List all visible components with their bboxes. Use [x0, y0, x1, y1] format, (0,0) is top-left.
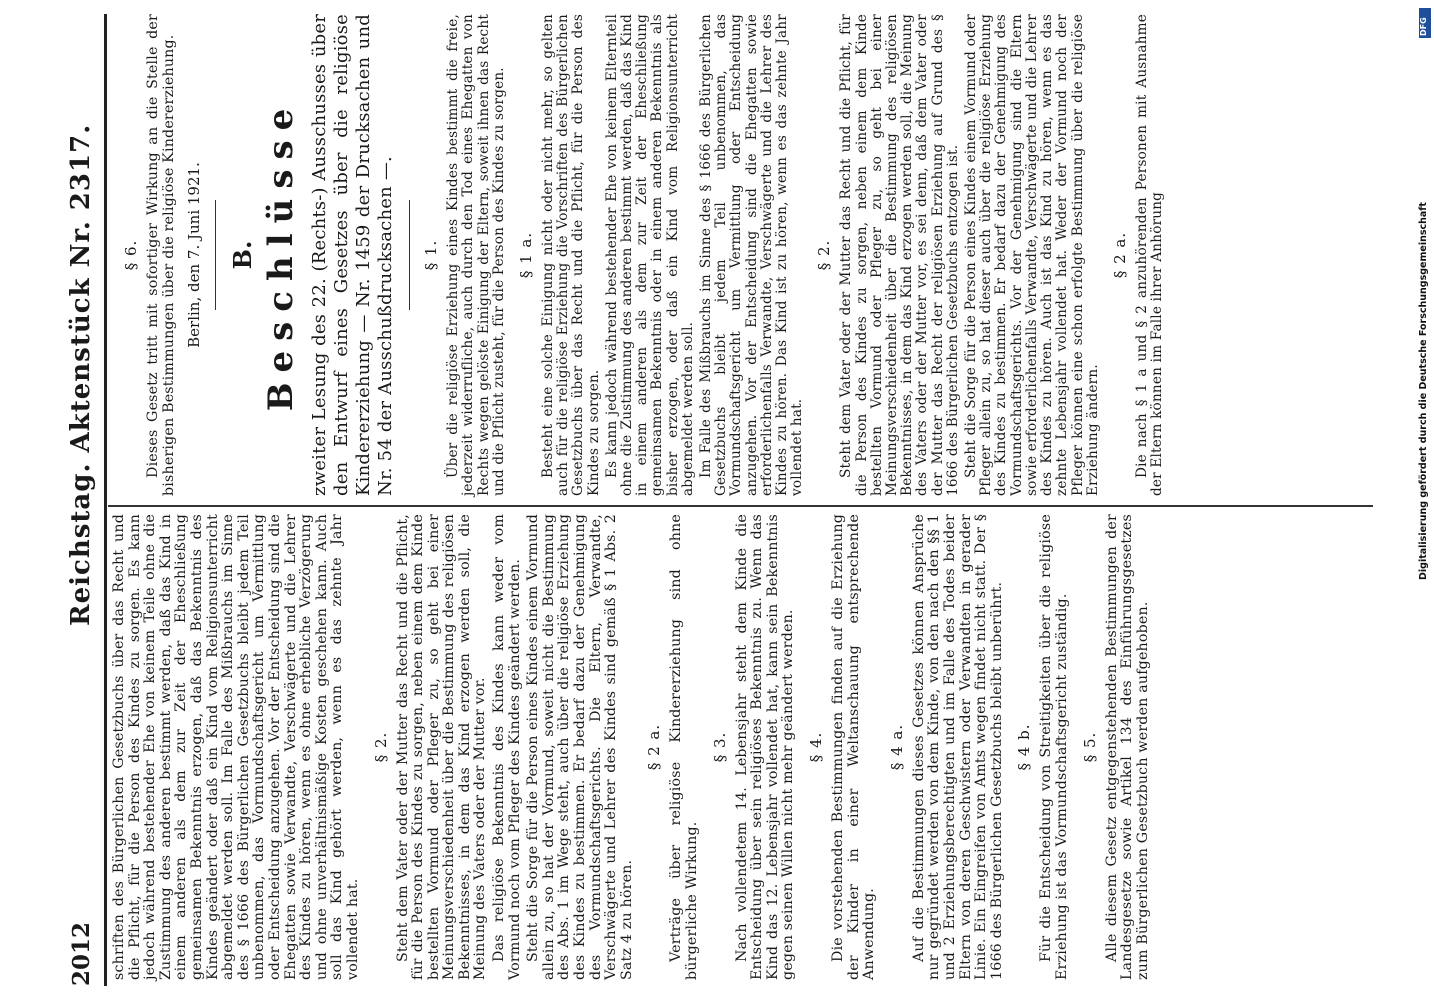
section-heading: § 2. [371, 731, 390, 763]
paragraph: Steht die Sorge für die Person eines Kindes einem Vormund allein zu, so hat der Vormund, soweit nicht die Bestimmung des Abs. 1 im Wege steht, auch über die religiöse Erziehung des Kindes zu bestimmen. Er bedarf dazu der Genehmigung des Vormundschaftsgerichts. Die Eltern, Verwandte, Verschwägerte und Lehrer des Kindes sind gemäß § 1 Abs. 2 Satz 4 zu hören. [525, 514, 635, 980]
section-heading: § 6. [122, 239, 140, 271]
intro-paragraph: zweiter Lesung des 22. (Rechts-) Ausschusses über den Entwurf eines Gesetzes über die religiöse Kindererziehung — Nr. 1459 der Drucksachen und Nr. 54 der Ausschußdrucksachen —. [309, 14, 397, 496]
section-heading: § 3. [710, 731, 729, 763]
paragraph: Besteht eine solche Einigung nicht oder nicht mehr, so gelten auch für die religiöse Erziehung die Vorschriften des Bürgerlichen Gesetzbuchs über das Recht und die Pflicht, für die Person des Kindes zu sorgen. [540, 14, 602, 496]
paragraph: Alle diesem Gesetz entgegenstehenden Bestimmungen der Landesgesetze sowie Artikel 134 des Einführungsgesetzes zum Bürgerlichen Gesetzbuch werden aufgehoben. [1103, 514, 1151, 980]
section-heading: § 4 a. [887, 723, 906, 771]
paragraph: Für die Entscheidung von Streitigkeiten über die religiöse Erziehung ist das Vormundschaftsgericht zuständig. [1038, 514, 1070, 980]
paragraph: Im Falle des Mißbrauchs im Sinne des § 1666 des Bürgerlichen Gesetzbuchs bleibt jedem Teil unbenommen, das Vormundschaftsgericht um Vermittlung oder Entscheidung anzugehen. Vor der Entscheidung sind die Ehegatten sowie erforderlichenfalls Verwandte, Verschwägerte und die Lehrer des Kindes zu hören. Das Kind ist zu hören, wenn es das zehnte Jahr vollendet hat. [698, 14, 806, 496]
paragraph: Die nach § 1 a und § 2 anzuhörenden Personen mit Ausnahme der Eltern können im Falle ihrer Anhörung [1133, 14, 1166, 496]
section-heading: § 5. [1080, 731, 1099, 763]
margin-note-text: Digitalisierung gefördert durch die Deutsche Forschungsgemeinschaft [1418, 202, 1429, 580]
paragraph: Auf die Bestimmungen dieses Gesetzes können Ansprüche nur gegründet werden von dem Kinde, von den nach den §§ 1 und 2 Erziehungsberechtigten und im Falle des Todes beider Eltern von deren Geschwistern oder Verwandten in gerader Linie. Ein Eingreifen von Amts wegen findet nicht statt. Der § 1666 des Bürgerlichen Gesetzbuchs bleibt unberührt. [910, 514, 1005, 980]
paragraph: Steht die Sorge für die Person eines Kindes einem Vormund oder Pfleger allein zu, so hat dieser auch über die religiöse Erziehung des Kindes zu bestimmen. Er bedarf dazu der Genehmigung des Vormundschaftsgerichts. Vor der Genehmigung sind die Eltern sowie erforderlichenfalls Verwandte, Verschwägerte und die Lehrer des Kindes zu hören. Auch ist das Kind zu hören, wenn es das zehnte Lebensjahr vollendet hat. Weder der Vormund noch der Pfleger können eine schon erfolgte Bestimmung über die religiöse Erziehung ändern. [963, 14, 1101, 496]
separator-rule [215, 200, 216, 310]
left-column [112, 514, 1154, 980]
paragraph: Verträge über religiöse Kindererziehung sind ohne bürgerliche Wirkung. [668, 514, 700, 980]
paragraph: Das religiöse Bekenntnis des Kindes kann weder vom Vormund noch vom Pfleger des Kindes geändert werden. [491, 514, 523, 980]
dfg-logo-text: DFG [1419, 17, 1428, 36]
paragraph: Dieses Gesetz tritt mit sofortiger Wirkung an die Stelle der bisherigen Bestimmungen über die religiöse Kindererziehung. [145, 14, 177, 496]
paragraph: Die vorstehenden Bestimmungen finden auf die Erziehung der Kinder in einer Weltanschauung entsprechende Anwendung. [829, 514, 878, 980]
section-heading: § 2. [815, 239, 834, 271]
paragraph: Steht dem Vater oder der Mutter das Recht und die Pflicht, für die Person des Kindes zu sorgen, neben einem dem Kinde bestellten Vormund oder Pfleger zu, so geht bei einer Meinungsverschiedenheit über die Bestimmung des religiösen Bekenntnisses, in dem das Kind erzogen werden soll, die Meinung des Vaters oder der Mutter vor. [394, 514, 489, 980]
paragraph: Nach vollendetem 14. Lebensjahr steht dem Kinde die Entscheidung über sein religiöses Bekenntnis zu. Wenn das Kind das 12. Lebensjahr vollendet hat, kann sein Bekenntnis gegen seinen Willen nicht mehr geändert werden. [733, 514, 797, 980]
section-heading: § 1. [422, 239, 441, 271]
paragraph: Über die religiöse Erziehung eines Kindes bestimmt die freie, jederzeit widerrufliche, auch durch den Tod eines Ehegatten von Rechts wegen gelöste Einigung der Eltern, soweit ihnen das Recht und die Pflicht zusteht, für die Person des Kindes zu sorgen. [445, 14, 507, 496]
paragraph: Steht dem Vater oder der Mutter das Recht und die Pflicht, für die Person des Kindes zu sorgen, neben einem dem Kinde bestellten Vormund oder Pfleger zu, so geht bei einer Meinungsverschiedenheit über die Bestimmung des religiösen Bekenntnisses, in dem das Kind erzogen werden soll, die Meinung des Vaters oder der Mutter vor, es sei denn, daß dem Vater oder der Mutter das Recht der religiösen Erziehung auf Grund des § 1666 des Bürgerlichen Gesetzbuchs entzogen ist. [838, 14, 961, 496]
column-divider [108, 505, 1373, 507]
section-heading: § 2 a. [645, 723, 664, 771]
paragraph: Es kann jedoch während bestehender Ehe von keinem Elternteil ohne die Zustimmung des anderen bestimmt werden, daß das Kind in einem anderen als dem zur Zeit der Eheschließung gemeinsamen Bekenntnis oder in einem anderen Bekenntnis als bisher erzogen, oder daß ein Kind vom Religionsunterricht abgemeldet werden soll. [603, 14, 696, 496]
part-title: Beschlüsse [261, 98, 302, 412]
continued-paragraph: schriften des Bürgerlichen Gesetzbuchs über das Recht und die Pflicht, für die Person des Kindes zu sorgen. Es kann jedoch während bestehender Ehe von keinem Teile ohne die Zustimmung des anderen bestimmt werden, daß das Kind in einem anderen als dem zur Zeit der Eheschließung gemeinsamen Bekenntnis erzogen, daß das Bekenntnis des Kindes geändert oder daß ein Kind vom Religionsunterricht abgemeldet werden soll. Im Falle des Mißbrauchs im Sinne des § 1666 des Bürgerlichen Gesetzbuchs bleibt jedem Teil unbenommen, das Vormundschaftsgericht um Vermittlung oder Entscheidung anzugehen. Vor der Entscheidung sind die Ehegatten sowie Verwandte, Verschwägerte und die Lehrer des Kindes zu hören, wenn es ohne erhebliche Verzögerung und ohne unverhältnismäßige Kosten geschehen kann. Auch soll das Kind gehört werden, wenn es das zehnte Jahr vollendet hat. [111, 514, 361, 980]
section-heading: § 4. [806, 731, 825, 763]
margin-note [1418, 10, 1432, 580]
running-title: Reichstag. Aktenstück Nr. 2317. [66, 123, 96, 626]
part-label: B. [228, 240, 258, 270]
section-heading: § 4 b. [1015, 723, 1034, 771]
page-header [62, 14, 102, 986]
section-heading: § 1 a. [517, 231, 535, 279]
date-line: Berlin, den 7. Juni 1921. [185, 162, 204, 348]
right-column [112, 14, 1168, 496]
header-rule [104, 14, 107, 986]
section-heading: § 2 a. [1110, 231, 1129, 279]
page-number: 2012 [68, 921, 95, 986]
separator-rule [409, 200, 410, 310]
